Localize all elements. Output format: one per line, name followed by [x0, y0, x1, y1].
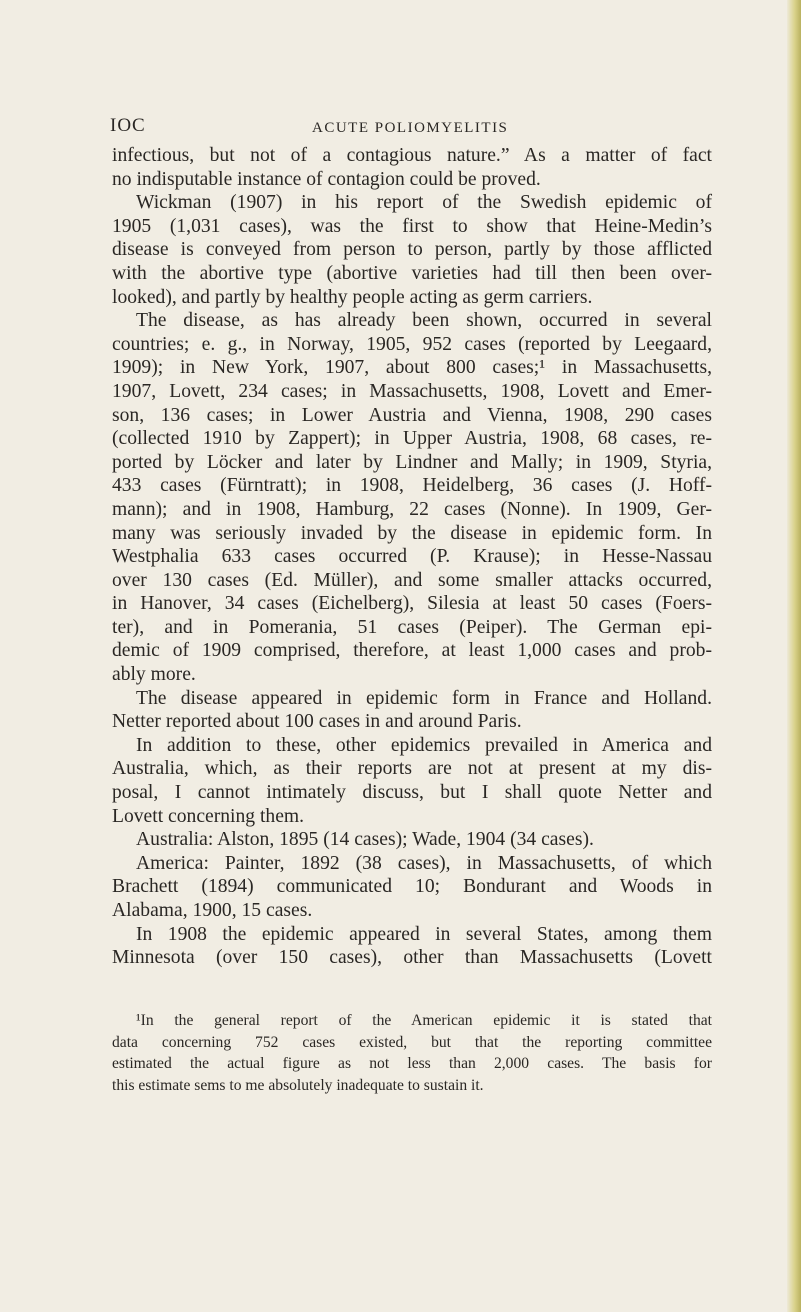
text-line: (collected 1910 by Zappert); in Upper Austria, 1908, 68 cases, re- [112, 428, 712, 450]
text-line: In addition to these, other epidemics prevailed in America and [136, 734, 712, 756]
text-line: son, 136 cases; in Lower Austria and Vienna, 1908, 290 cases [112, 404, 712, 426]
body-text [112, 144, 712, 970]
text-line: Wickman (1907) in his report of the Swedish epidemic of [136, 192, 712, 214]
text-line: no indisputable instance of contagion could be proved. [112, 168, 541, 190]
text-line: countries; e. g., in Norway, 1905, 952 cases (reported by Leegaard, [112, 333, 712, 355]
text-line: looked), and partly by healthy people acting as germ carriers. [112, 286, 593, 308]
text-line: 1909); in New York, 1907, about 800 cases;¹ in Massachusetts, [112, 357, 712, 379]
text-line: ter), and in Pomerania, 51 cases (Peiper). The German epi- [112, 616, 712, 638]
text-line: over 130 cases (Ed. Müller), and some smaller attacks occurred, [112, 569, 712, 591]
text-line: 1905 (1,031 cases), was the first to show that Heine-Medin’s [112, 215, 712, 237]
footnote-line: ¹In the general report of the American epidemic it is stated that [136, 1012, 712, 1029]
text-line: Alabama, 1900, 15 cases. [112, 900, 313, 921]
text-line: in Hanover, 34 cases (Eichelberg), Silesia at least 50 cases (Foers- [112, 593, 712, 615]
text-line: ported by Löcker and later by Lindner and Mally; in 1909, Styria, [112, 451, 712, 473]
text-line: ably more. [112, 664, 196, 686]
text-line: with the abortive type (abortive varieties had till then been over- [112, 262, 712, 284]
page-number: IOC [110, 115, 146, 136]
text-line: America: Painter, 1892 (38 cases), in Massachusetts, of which [136, 852, 712, 874]
footnote-line: estimated the actual figure as not less than 2,000 cases. The basis for [112, 1055, 712, 1072]
text-line: Australia, which, as their reports are not at present at my dis- [112, 758, 712, 780]
text-line: demic of 1909 comprised, therefore, at least 1,000 cases and prob- [112, 640, 712, 662]
text-line: infectious, but not of a contagious nature.” As a matter of fact [112, 145, 712, 166]
text-line: mann); and in 1908, Hamburg, 22 cases (Nonne). In 1909, Ger- [112, 498, 712, 520]
text-line: Netter reported about 100 cases in and around Paris. [112, 711, 522, 733]
running-head: ACUTE POLIOMYELITIS [312, 120, 509, 136]
text-line: The disease appeared in epidemic form in France and Holland. [136, 687, 712, 709]
text-line: many was seriously invaded by the disease in epidemic form. In [112, 522, 712, 544]
page-edge [787, 0, 801, 1312]
text-line: disease is conveyed from person to person, partly by those afflicted [112, 239, 712, 261]
text-line: Brachett (1894) communicated 10; Bondurant and Woods in [112, 876, 712, 898]
text-line: Lovett concerning them. [112, 805, 305, 827]
text-line: posal, I cannot intimately discuss, but I shall quote Netter and [112, 782, 712, 804]
text-line: 433 cases (Fürntratt); in 1908, Heidelberg, 36 cases (J. Hoff- [112, 475, 712, 497]
text-line: Australia: Alston, 1895 (14 cases); Wade, 1904 (34 cases). [136, 829, 594, 851]
footnote-line: this estimate sems to me absolutely inadequate to sustain it. [112, 1076, 484, 1094]
text-line: The disease, as has already been shown, occurred in several [136, 310, 712, 332]
footnote-line: data concerning 752 cases existed, but that the reporting committee [112, 1033, 712, 1051]
footnote [112, 1010, 712, 1096]
text-line: Minnesota (over 150 cases), other than Massachusetts (Lovett [112, 947, 712, 969]
text-line: 1907, Lovett, 234 cases; in Massachusetts, 1908, Lovett and Emer- [112, 380, 712, 402]
text-line: In 1908 the epidemic appeared in several States, among them [136, 923, 712, 945]
text-line: Westphalia 633 cases occurred (P. Krause); in Hesse-Nassau [112, 546, 712, 568]
